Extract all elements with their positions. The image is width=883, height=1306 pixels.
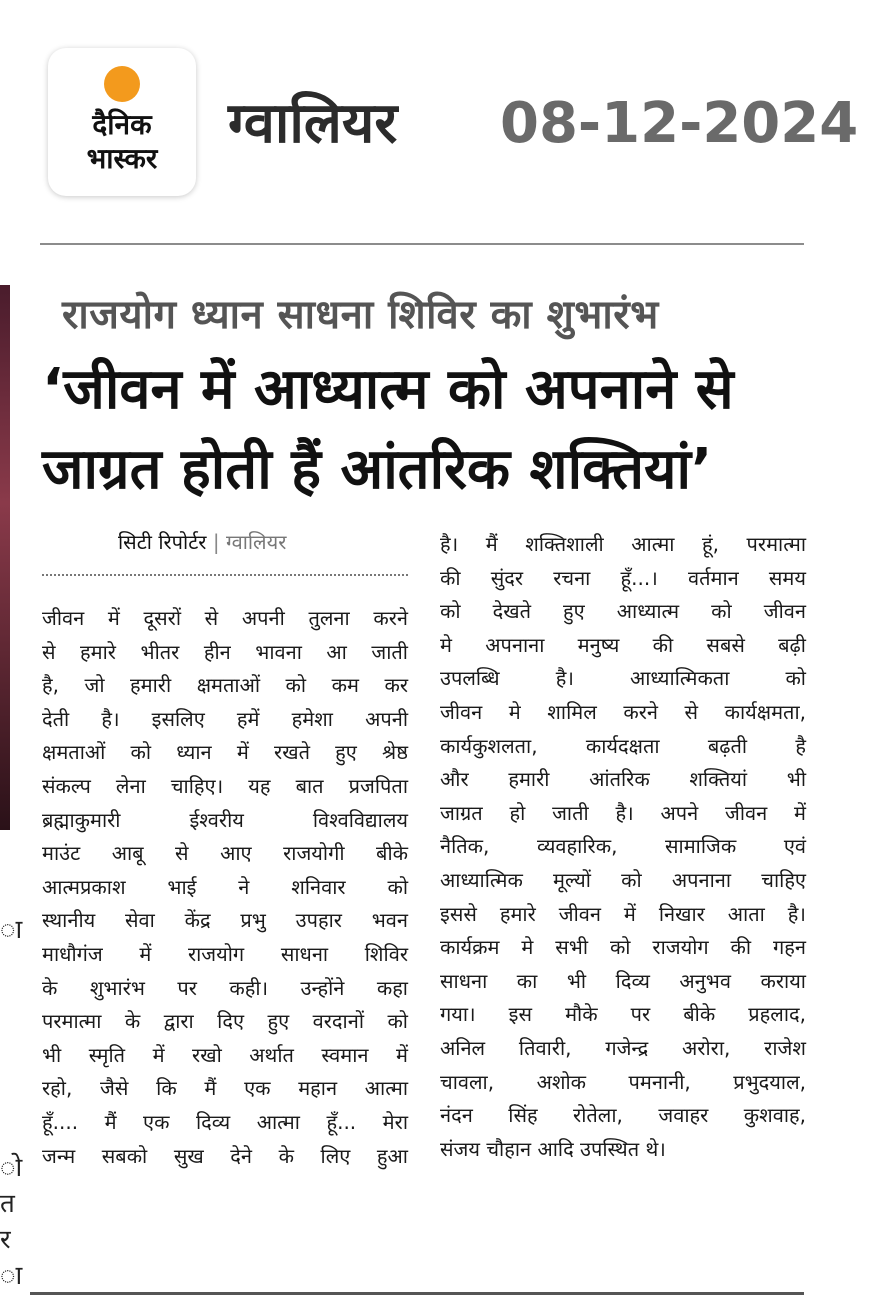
- body-line: जन्म सबको सुख देने के लिए हुआ: [42, 1143, 408, 1168]
- body-line: को देखते हुए आध्यात्म को जीवन: [440, 599, 806, 624]
- byline-dotted-rule: [42, 574, 408, 576]
- edition-city: ग्वालियर: [228, 91, 398, 156]
- adjacent-photo-edge: [0, 285, 10, 830]
- body-line: माधौगंज में राजयोग साधना शिविर: [42, 941, 408, 966]
- body-line: अनिल तिवारी, गजेन्द्र अरोरा, राजेश: [440, 1035, 806, 1060]
- body-line: है। मैं शक्तिशाली आत्मा हूं, परमात्मा: [440, 532, 806, 556]
- body-line: देती है। इसलिए हमें हमेशा अपनी: [42, 706, 408, 731]
- byline: [118, 528, 286, 555]
- edge-fragment: र: [0, 1225, 11, 1255]
- body-line: मे अपनाना मनुष्य की सबसे बढ़ी: [440, 632, 806, 657]
- body-line: है, जो हमारी क्षमताओं को कम कर: [42, 673, 408, 698]
- body-line: आत्मप्रकाश भाई ने शनिवार को: [42, 874, 408, 899]
- body-line: जाग्रत हो जाती है। अपने जीवन में: [440, 800, 806, 825]
- body-line: आध्यात्मिक मूल्यों को अपनाना चाहिए: [440, 867, 806, 892]
- body-line: साधना का भी दिव्य अनुभव कराया: [440, 968, 806, 993]
- body-line: के शुभारंभ पर कही। उन्होंने कहा: [42, 975, 408, 1000]
- body-line: ब्रह्माकुमारी ईश्वरीय विश्वविद्यालय: [42, 807, 408, 832]
- body-line: चावला, अशोक पमनानी, प्रभुदयाल,: [440, 1069, 806, 1094]
- body-line: नैतिक, व्यवहारिक, सामाजिक एवं: [440, 834, 806, 859]
- article-column-1: [42, 602, 408, 1173]
- edge-fragment: त: [0, 1189, 15, 1219]
- body-line: कार्यकुशलता, कार्यदक्षता बढ़ती है: [440, 733, 806, 758]
- logo-line2: भास्कर: [86, 142, 158, 175]
- edition-date: 08-12-2024: [500, 91, 859, 156]
- body-line: जीवन मे शामिल करने से कार्यक्षमता,: [440, 699, 806, 724]
- article-kicker: राजयोग ध्यान साधना शिविर का शुभारंभ: [62, 292, 659, 338]
- headline-line: जाग्रत होती हैं आंतरिक शक्तियां’: [42, 437, 713, 502]
- body-line: परमात्मा के द्वारा दिए हुए वरदानों को: [42, 1009, 408, 1034]
- body-line: संकल्प लेना चाहिए। यह बात प्रजपिता: [42, 773, 408, 798]
- edge-fragment: ो: [0, 1153, 23, 1183]
- edge-fragment: ा: [0, 1261, 23, 1291]
- body-line: गया। इस मौके पर बीके प्रहलाद,: [440, 1002, 806, 1027]
- logo-line1: दैनिक: [92, 108, 152, 141]
- article-headline: [42, 350, 812, 510]
- body-line: भी स्मृति में रखो अर्थात स्वमान में: [42, 1042, 408, 1067]
- dainik-bhaskar-logo: [48, 48, 196, 196]
- body-line: माउंट आबू से आए राजयोगी बीके: [42, 841, 408, 866]
- body-line: की सुंदर रचना हूँ...। वर्तमान समय: [440, 565, 806, 590]
- body-line: से हमारे भीतर हीन भावना आ जाती: [42, 639, 408, 664]
- byline-separator: |: [212, 530, 220, 554]
- body-line: क्षमताओं को ध्यान में रखते हुए श्रेष्ठ: [42, 740, 408, 765]
- body-line: जीवन में दूसरों से अपनी तुलना करने: [42, 606, 408, 630]
- body-line: रहो, जैसे कि मैं एक महान आत्मा: [42, 1076, 408, 1101]
- headline-line: ‘जीवन में आध्यात्म को अपनाने से: [42, 357, 734, 422]
- body-line: नंदन सिंह रोतेला, जवाहर कुशवाह,: [440, 1103, 806, 1128]
- body-line: उपलब्धि है। आध्यात्मिकता को: [440, 666, 806, 691]
- body-line: संजय चौहान आदि उपस्थित थे।: [440, 1136, 666, 1161]
- byline-location: ग्वालियर: [225, 530, 287, 554]
- body-line: और हमारी आंतरिक शक्तियां भी: [440, 767, 806, 792]
- body-line: स्थानीय सेवा केंद्र प्रभु उपहार भवन: [42, 908, 408, 933]
- byline-reporter: सिटी रिपोर्टर: [118, 530, 207, 554]
- sun-icon: [104, 66, 140, 102]
- bottom-divider: [30, 1292, 804, 1295]
- edge-fragment: ा: [0, 915, 23, 945]
- body-line: कार्यक्रम मे सभी को राजयोग की गहन: [440, 935, 806, 960]
- body-line: हूँ.... मैं एक दिव्य आत्मा हूँ... मेरा: [42, 1109, 408, 1134]
- top-divider: [40, 243, 804, 245]
- body-line: इससे हमारे जीवन में निखार आता है।: [440, 901, 806, 926]
- article-column-2: [440, 528, 806, 1166]
